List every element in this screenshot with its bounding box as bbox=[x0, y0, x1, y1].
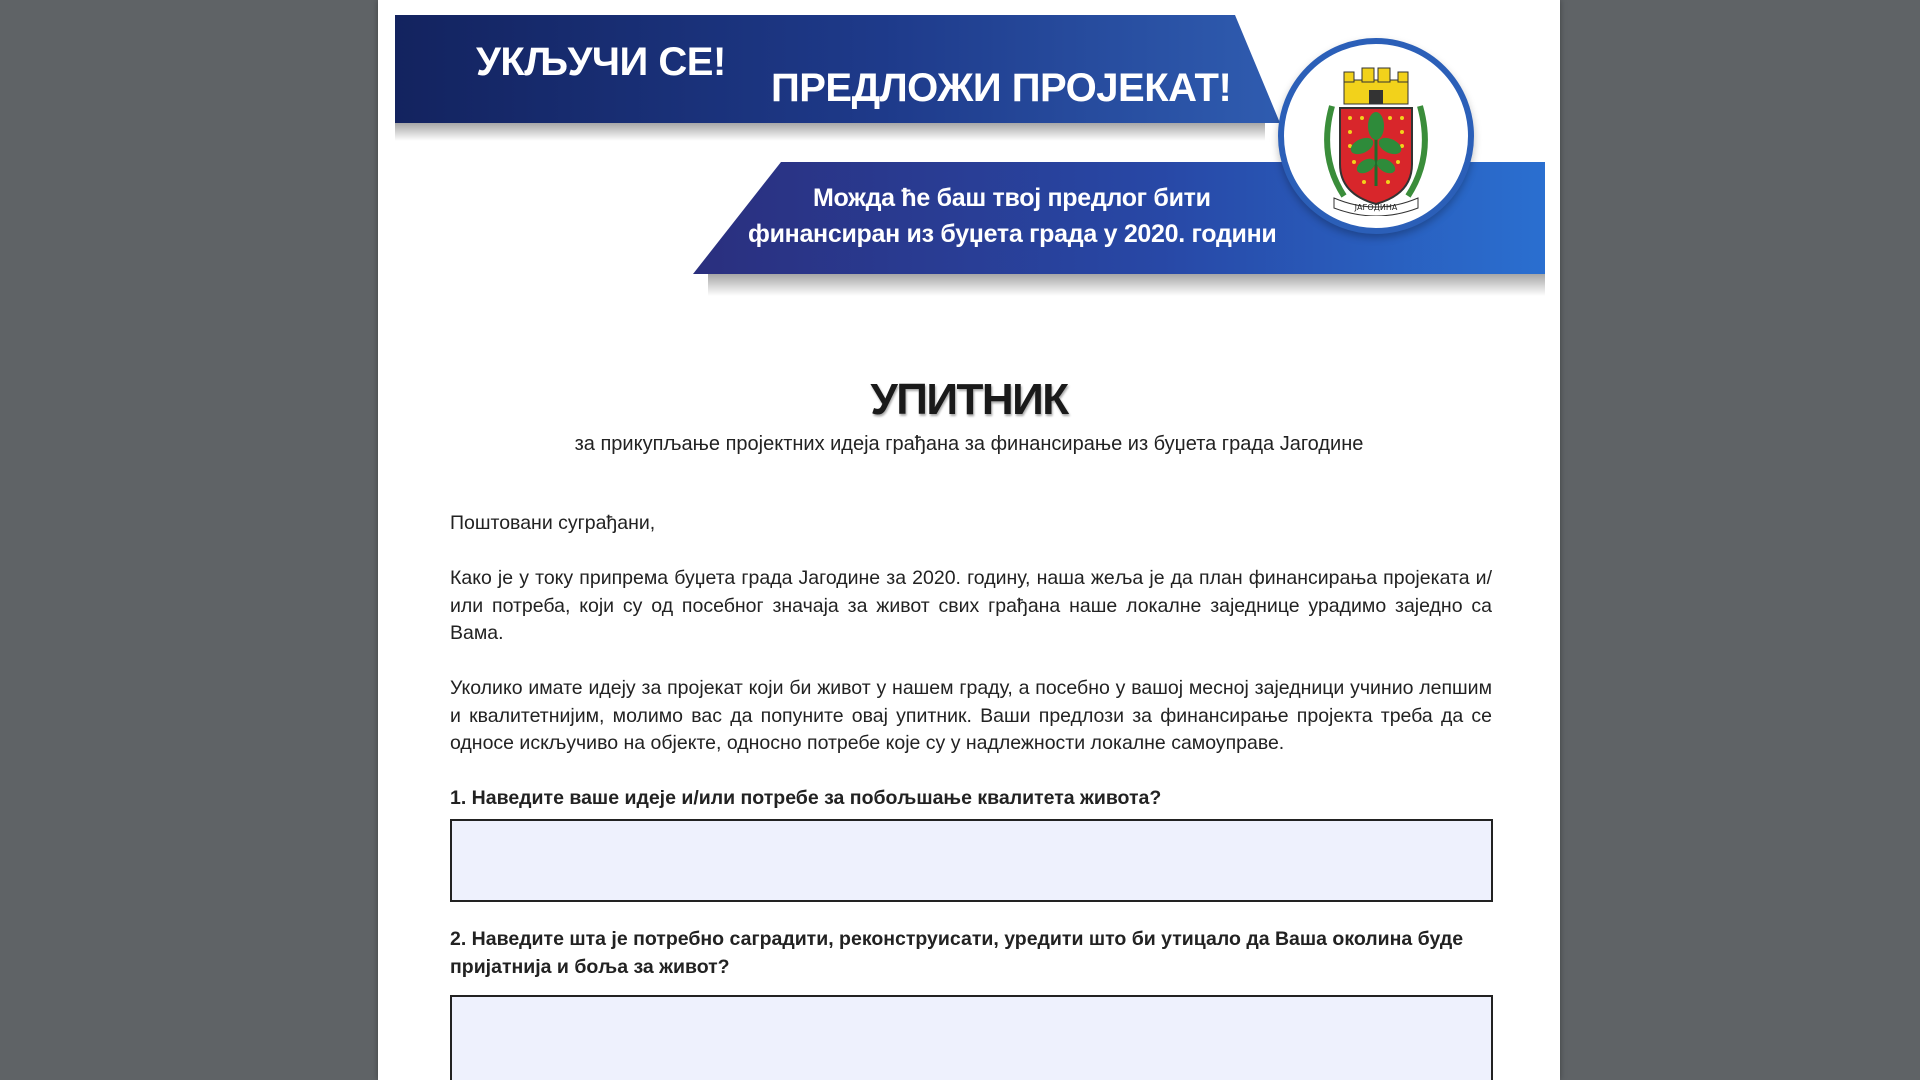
svg-text:ЈАГОДИНА: ЈАГОДИНА bbox=[1354, 203, 1398, 212]
document-page bbox=[378, 0, 1560, 1080]
question-1-answer-field[interactable] bbox=[450, 819, 1493, 902]
instructions-paragraph: Уколико имате идеју за пројекат који би живот у нашем граду, а посебно у вашој месној заједници учинио лепшим и квалитетнијим, молимо вас да попуните овај упитник. Ваши предлози за финансирање пројекта треба да се односе искључиво на објекте, односно потребе које су у надлежности локалне самоуправе. bbox=[450, 677, 1492, 754]
city-emblem bbox=[1278, 38, 1474, 234]
banner-tagline-line1: Можда ће баш твој предлог бити bbox=[813, 184, 1211, 212]
question-2-answer-field[interactable] bbox=[450, 995, 1493, 1080]
question-1-label: 1. Наведите ваше идеје и/или потребе за побољшање квалитета живота? bbox=[450, 787, 1162, 809]
form-title: УПИТНИК bbox=[870, 375, 1068, 424]
coat-of-arms-icon bbox=[1314, 66, 1438, 216]
banner-heading-propose: ПРЕДЛОЖИ ПРОЈЕКАТ! bbox=[771, 66, 1232, 110]
banner-heading-join: УКЉУЧИ СЕ! bbox=[476, 40, 726, 84]
greeting-text: Поштовани суграђани, bbox=[450, 512, 656, 534]
form-subtitle: за прикупљање пројектних идеја грађана за финансирање из буџета града Јагодине bbox=[574, 433, 1364, 455]
question-2-label: 2. Наведите шта је потребно саградити, реконструисати, уредити што би утицало да Ваша околина буде пријатнија и боља за живот? bbox=[450, 928, 1464, 978]
banner-shadow bbox=[708, 274, 1545, 296]
banner-shadow bbox=[395, 123, 1265, 141]
intro-paragraph: Како је у току припрема буџета града Јагодине за 2020. годину, наша жеља је да план финансирања пројеката и/или потреба, који су од посебног значаја за живот свих грађана наше локалне заједнице урадимо заједно са Вама. bbox=[450, 567, 1492, 644]
banner-tagline-line2: финансиран из буџета града у 2020. години bbox=[748, 220, 1277, 248]
